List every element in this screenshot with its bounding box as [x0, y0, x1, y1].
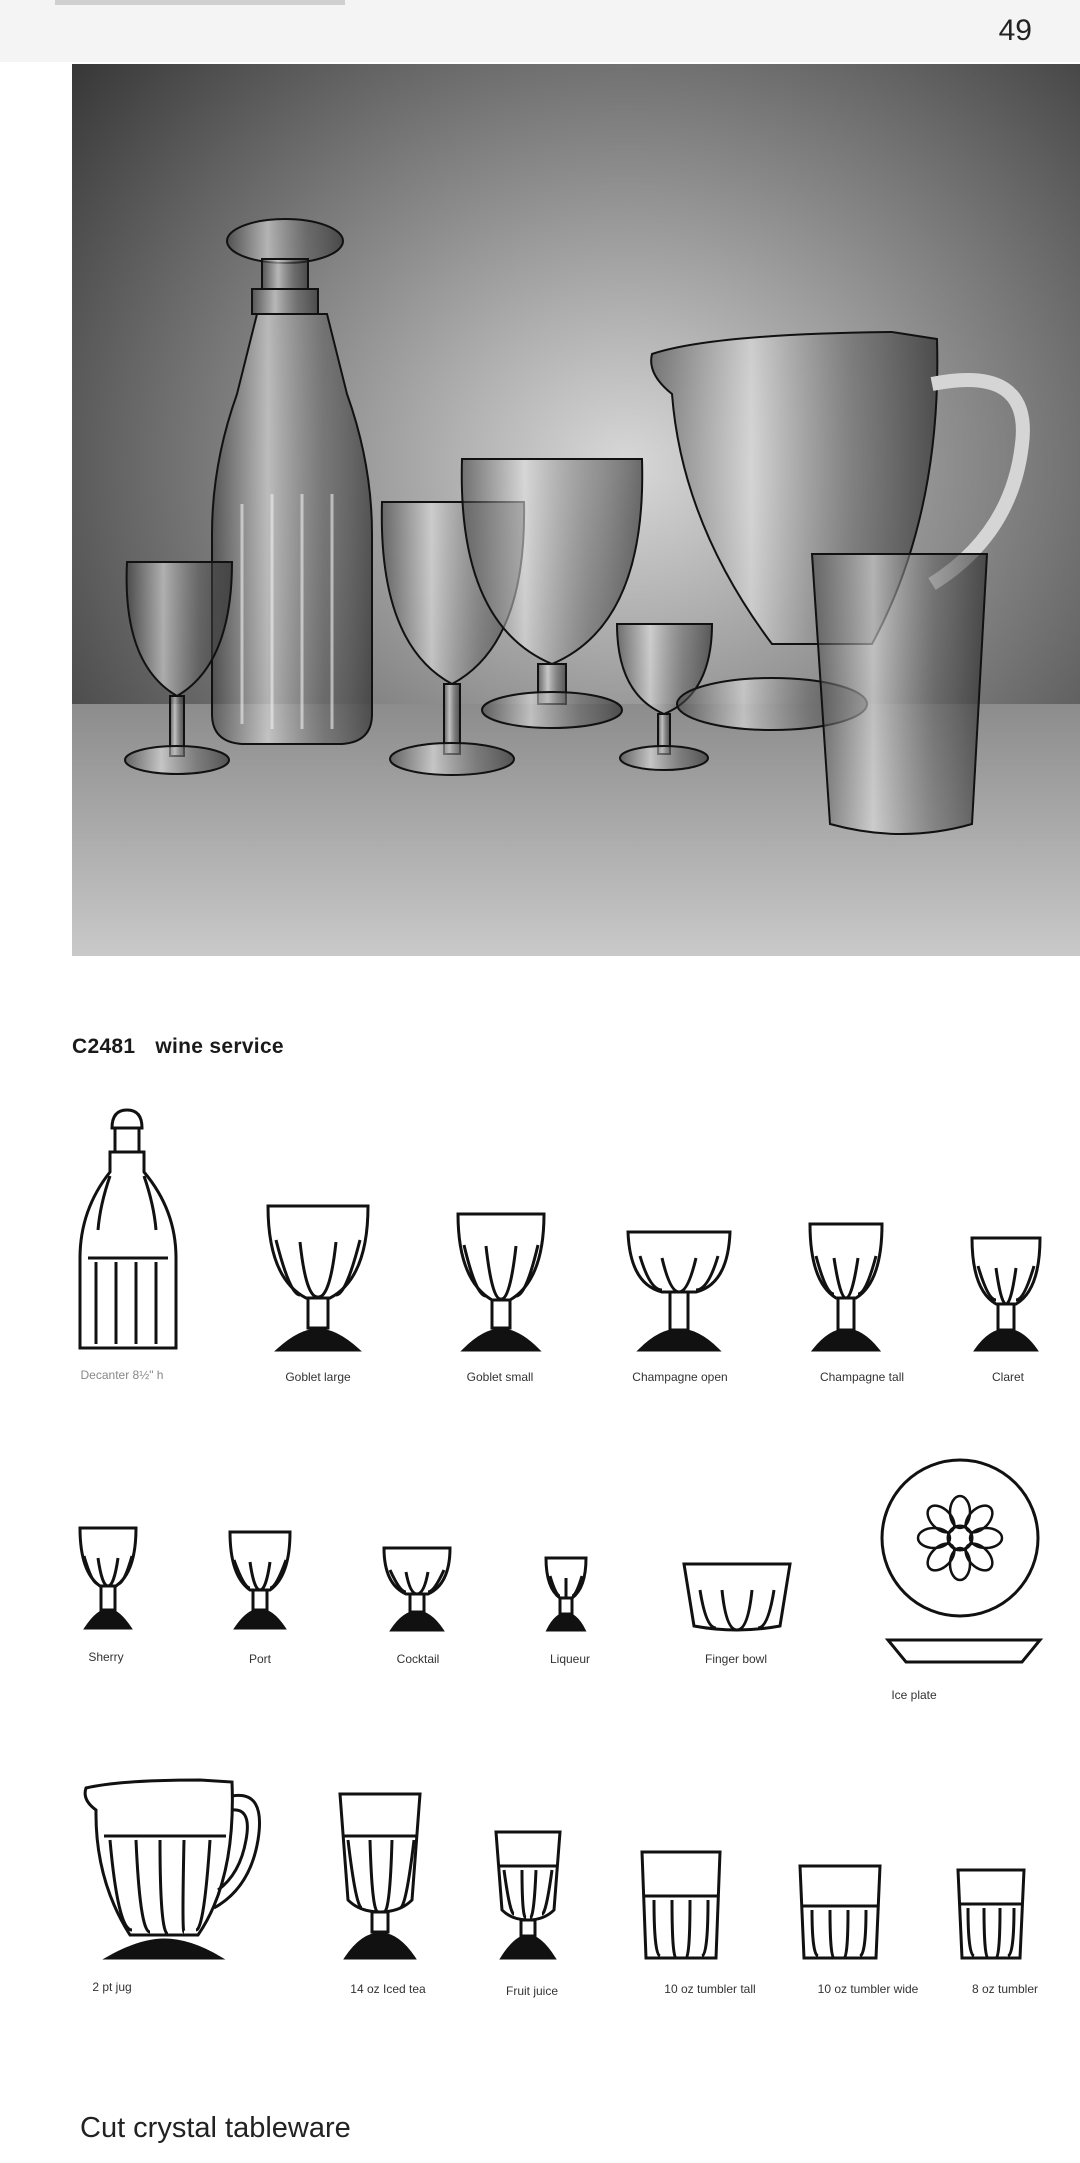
tumbler-wide-drawing: [800, 1866, 880, 1958]
iced-tea-label: 14 oz Iced tea: [350, 1982, 426, 1996]
ice-plate-drawing: [882, 1460, 1040, 1662]
tumbler-small-label: 8 oz tumbler: [971, 1982, 1039, 1996]
sherry-label: Sherry: [88, 1650, 124, 1664]
liqueur-label: Liqueur: [549, 1652, 591, 1666]
goblet-small-drawing: [458, 1214, 544, 1350]
champagne-tall-label: Champagne tall: [819, 1370, 905, 1384]
port-drawing: [230, 1532, 290, 1628]
goblet-large-drawing: [268, 1206, 368, 1350]
fruit-juice-label: Fruit juice: [505, 1984, 559, 1998]
claret-label: Claret: [991, 1370, 1025, 1384]
decanter-label: Decanter 8½" h: [80, 1368, 164, 1382]
page-number: 49: [998, 14, 1032, 47]
sherry-drawing: [80, 1528, 136, 1628]
fruit-juice-drawing: [496, 1832, 560, 1958]
tumbler-wide-label: 10 oz tumbler wide: [817, 1982, 919, 1996]
cocktail-drawing: [384, 1548, 450, 1630]
section-code: C2481: [72, 1035, 136, 1058]
finger-bowl-drawing: [684, 1564, 790, 1630]
port-label: Port: [248, 1652, 272, 1666]
cocktail-label: Cocktail: [396, 1652, 440, 1666]
liqueur-drawing: [546, 1558, 586, 1630]
iced-tea-drawing: [340, 1794, 420, 1958]
jug-label: 2 pt jug: [92, 1980, 132, 1994]
decanter-drawing: [80, 1110, 176, 1348]
champagne-tall-drawing: [810, 1224, 882, 1350]
tumbler-tall-label: 10 oz tumbler tall: [664, 1982, 756, 1996]
tumbler-tall-drawing: [642, 1852, 720, 1958]
champagne-open-label: Champagne open: [632, 1370, 728, 1384]
tumbler-small-drawing: [958, 1870, 1024, 1958]
section-name: wine service: [155, 1035, 284, 1058]
finger-bowl-label: Finger bowl: [704, 1652, 768, 1666]
goblet-large-label: Goblet large: [285, 1370, 351, 1384]
goblet-small-label: Goblet small: [466, 1370, 534, 1384]
claret-drawing: [972, 1238, 1040, 1350]
footer-title: Cut crystal tableware: [80, 2112, 351, 2144]
champagne-open-drawing: [628, 1232, 730, 1350]
ice-plate-label: Ice plate: [891, 1688, 937, 1702]
jug-drawing: [85, 1780, 259, 1958]
